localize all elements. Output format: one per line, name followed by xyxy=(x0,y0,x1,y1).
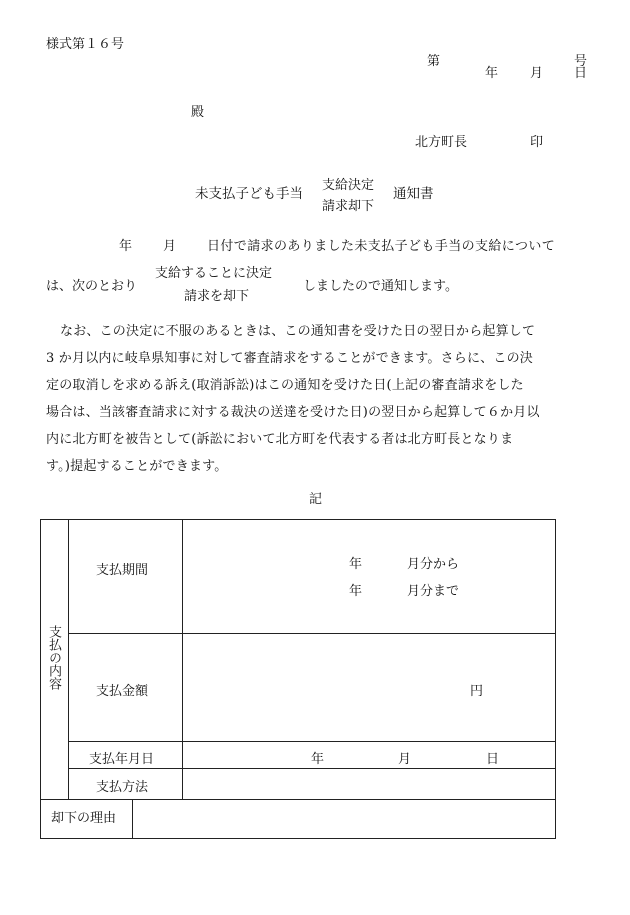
payment-period-label: 支払期間 xyxy=(96,563,149,578)
body-line1-text: 日付で請求のありました未支払子ども手当の支給について xyxy=(207,239,556,254)
table-group-divider xyxy=(68,519,69,799)
table-border-left xyxy=(40,519,41,839)
table-rejection-divider xyxy=(132,799,133,838)
body-month-label: 月 xyxy=(163,239,177,254)
title-option-bottom: 請求却下 xyxy=(322,199,375,214)
body-option-top: 支給することに決定 xyxy=(155,266,273,281)
notice-line-3: 定の取消しを求める訴え(取消訴訟)はこの通知を受けた日(上記の審査請求をした xyxy=(46,378,524,393)
notice-line-4: 場合は、当該審査請求に対する裁決の送達を受けた日)の翌日から起算して６か月以 xyxy=(46,405,540,420)
title-suffix: 通知書 xyxy=(393,186,434,202)
title-prefix: 未支払子ども手当 xyxy=(195,186,303,202)
payment-date-label: 支払年月日 xyxy=(89,752,155,767)
payment-content-group-label: 支払の内容 xyxy=(46,625,61,690)
payment-date-year: 年 xyxy=(311,752,325,767)
notice-line-6: す。)提起することができます。 xyxy=(46,459,228,474)
ki-label: 記 xyxy=(309,492,323,507)
period-from-year: 年 xyxy=(349,557,363,572)
table-divider-period xyxy=(68,633,556,634)
payment-date-month: 月 xyxy=(398,752,412,767)
rejection-reason-label: 却下の理由 xyxy=(51,811,117,826)
table-border-top xyxy=(40,519,556,520)
issuer-name: 北方町長 xyxy=(415,135,468,150)
notice-line-5: 内に北方町を被告として(訴訟において北方町を代表する者は北方町長となりま xyxy=(46,432,514,447)
payment-method-label: 支払方法 xyxy=(96,780,149,795)
table-border-bottom xyxy=(40,838,556,839)
table-divider-method xyxy=(40,799,556,800)
payment-date-day: 日 xyxy=(486,752,500,767)
date-month-label: 月 xyxy=(530,66,544,81)
body-line2-suffix: しましたので通知します。 xyxy=(303,279,458,294)
table-divider-amount xyxy=(68,741,556,742)
title-option-top: 支給決定 xyxy=(322,178,375,193)
table-divider-date xyxy=(68,768,556,769)
body-year-label: 年 xyxy=(119,239,133,254)
body-option-bottom: 請求を却下 xyxy=(184,289,250,304)
notice-line-2: 3 か月以内に岐阜県知事に対して審査請求をすることができます。さらに、この決 xyxy=(46,351,533,366)
date-year-label: 年 xyxy=(485,66,499,81)
body-line2-prefix: は、次のとおり xyxy=(46,279,138,294)
issuer-seal: 印 xyxy=(530,135,544,150)
table-border-right xyxy=(555,519,556,839)
addressee-suffix: 殿 xyxy=(191,105,205,120)
amount-unit: 円 xyxy=(470,684,484,699)
document-number-go: 号 xyxy=(574,54,588,69)
notice-line-1: なお、この決定に不服のあるときは、この通知書を受けた日の翌日から起算して xyxy=(60,324,536,339)
table-label-divider xyxy=(182,519,183,799)
period-to-year: 年 xyxy=(349,584,363,599)
date-day-label: 日 xyxy=(574,66,588,81)
period-to-text: 月分まで xyxy=(407,584,460,599)
period-from-text: 月分から xyxy=(407,557,460,572)
payment-amount-label: 支払金額 xyxy=(96,684,149,699)
form-number: 様式第１６号 xyxy=(46,37,125,52)
document-number-dai: 第 xyxy=(427,54,441,69)
